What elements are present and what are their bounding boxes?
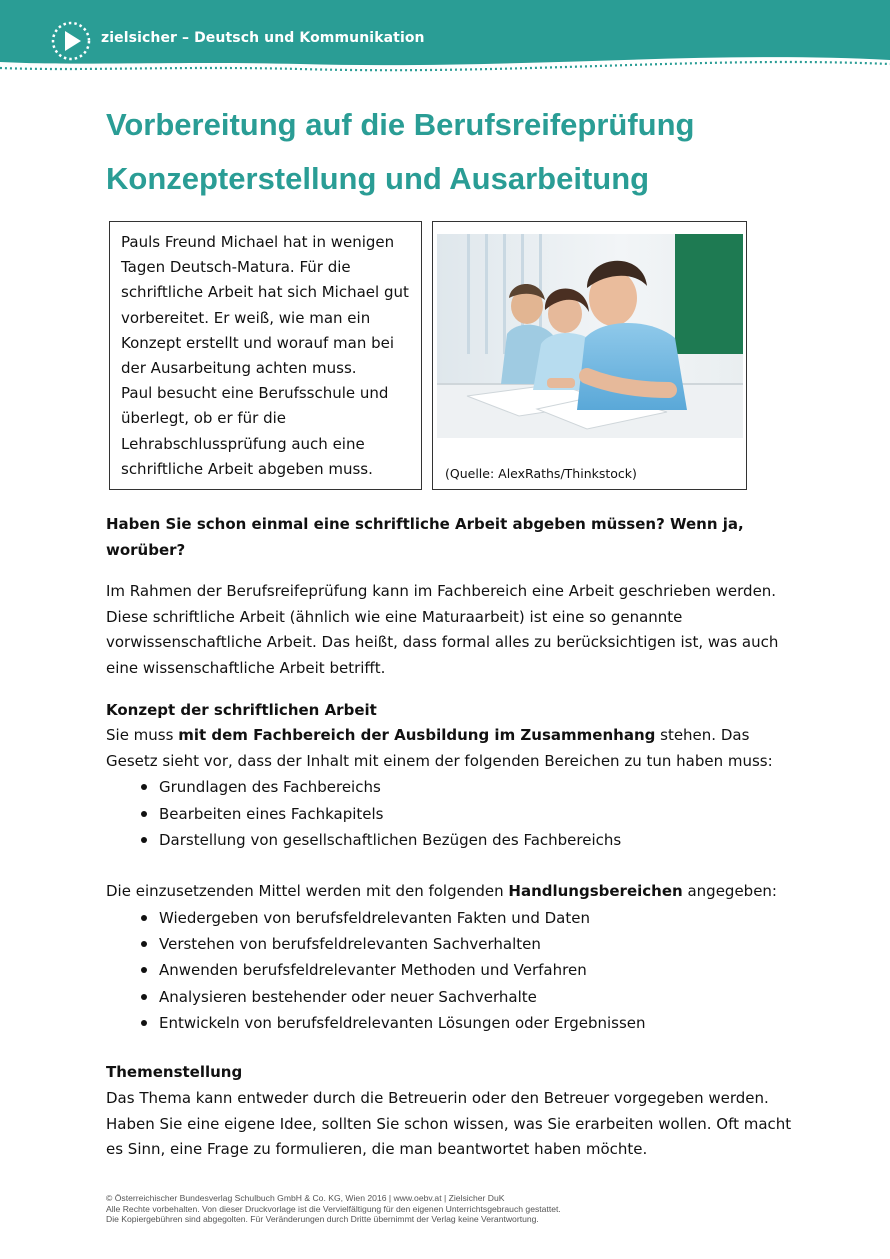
list-item: Entwickeln von berufsfeldrelevanten Lösungen oder Ergebnissen: [106, 1010, 796, 1036]
list-item: Verstehen von berufsfeldrelevanten Sachverhalten: [106, 931, 796, 957]
mittel-text-bold: Handlungsbereichen: [508, 882, 683, 901]
list-item: Anwenden berufsfeldrelevanter Methoden und Verfahren: [106, 957, 796, 983]
list-item: Bearbeiten eines Fachkapitels: [106, 801, 796, 827]
question: Haben Sie schon einmal eine schriftliche Arbeit abgeben müssen? Wenn ja, worüber?: [106, 515, 744, 559]
konzept-text-start: Sie muss: [106, 726, 179, 745]
footer-line-3: Die Kopiergebühren sind abgegolten. Für Veränderungen durch Dritte übernimmt der Verlag keine Verantwortung.: [106, 1214, 539, 1225]
thema-heading: Themenstellung: [106, 1063, 243, 1082]
list-item: Analysieren bestehender oder neuer Sachverhalte: [106, 984, 796, 1010]
photo-box: [432, 221, 747, 490]
konzept-list: [106, 774, 796, 853]
students-photo: [437, 234, 743, 438]
konzept-paragraph: [106, 723, 796, 774]
photo-caption: (Quelle: AlexRaths/Thinkstock): [445, 466, 637, 481]
thema-paragraph: Das Thema kann entweder durch die Betreuerin oder den Betreuer vorgegeben werden. Haben Sie eine eigene Idee, sollten Sie schon wissen, was Sie erarbeiten wollen. Oft macht es Sinn, eine Frage zu formulieren, die man beantwortet haben möchte.: [106, 1088, 792, 1159]
konzept-text-end: stehen. Das Gesetz sieht vor, dass der Inhalt mit einem der folgenden Bereichen zu tun haben muss:: [106, 726, 773, 770]
konzept-heading: Konzept der schriftlichen Arbeit: [106, 700, 377, 719]
mittel-paragraph: [106, 879, 796, 905]
footer-line-2: Alle Rechte vorbehalten. Von dieser Druckvorlage ist die Vervielfältigung für den eigenen Unterrichtsgebrauch gestattet.: [106, 1203, 561, 1214]
mittel-text-start: Die einzusetzenden Mittel werden mit den folgenden: [106, 882, 509, 901]
play-logo-icon: [50, 20, 92, 62]
story-box: [109, 221, 422, 490]
story-paragraph-2: Paul besucht eine Berufsschule und überlegt, ob er für die Lehrabschlussprüfung auch eine schriftliche Arbeit abgeben muss.: [121, 384, 389, 478]
mittel-text-end: angegeben:: [682, 882, 777, 901]
list-item: Darstellung von gesellschaftlichen Bezügen des Fachbereichs: [106, 827, 796, 853]
konzept-text-bold: mit dem Fachbereich der Ausbildung im Zusammenhang: [178, 726, 656, 745]
brand-name: zielsicher – Deutsch und Kommunikation: [101, 30, 425, 46]
footer-line-1: © Österreichischer Bundesverlag Schulbuch GmbH & Co. KG, Wien 2016 | www.oebv.at | Zielsicher DuK: [106, 1193, 505, 1203]
story-paragraph-1: Pauls Freund Michael hat in wenigen Tagen Deutsch-Matura. Für die schriftliche Arbeit hat sich Michael gut vorbereitet. Er weiß, wie man ein Konzept erstellt und worauf man bei der Ausarbeitung achten muss.: [121, 233, 409, 378]
intro-paragraph: Im Rahmen der Berufsreifeprüfung kann im Fachbereich eine Arbeit geschrieben werden. Diese schriftliche Arbeit (ähnlich wie eine Maturaarbeit) ist eine so genannte vorwissenschaftliche Arbeit. Das heißt, dass formal alles zu berücksichtigen ist, was auch eine wissenschaftliche Arbeit betrifft.: [106, 582, 779, 677]
list-item: Grundlagen des Fachbereichs: [106, 774, 796, 800]
footer: [106, 1193, 561, 1225]
list-item: Wiedergeben von berufsfeldrelevanten Fakten und Daten: [106, 905, 796, 931]
page-subtitle: Konzepterstellung und Ausarbeitung: [106, 161, 650, 196]
main-content: [106, 512, 796, 1163]
page-title: Vorbereitung auf die Berufsreifeprüfung: [106, 107, 695, 142]
mittel-list: [106, 905, 796, 1036]
